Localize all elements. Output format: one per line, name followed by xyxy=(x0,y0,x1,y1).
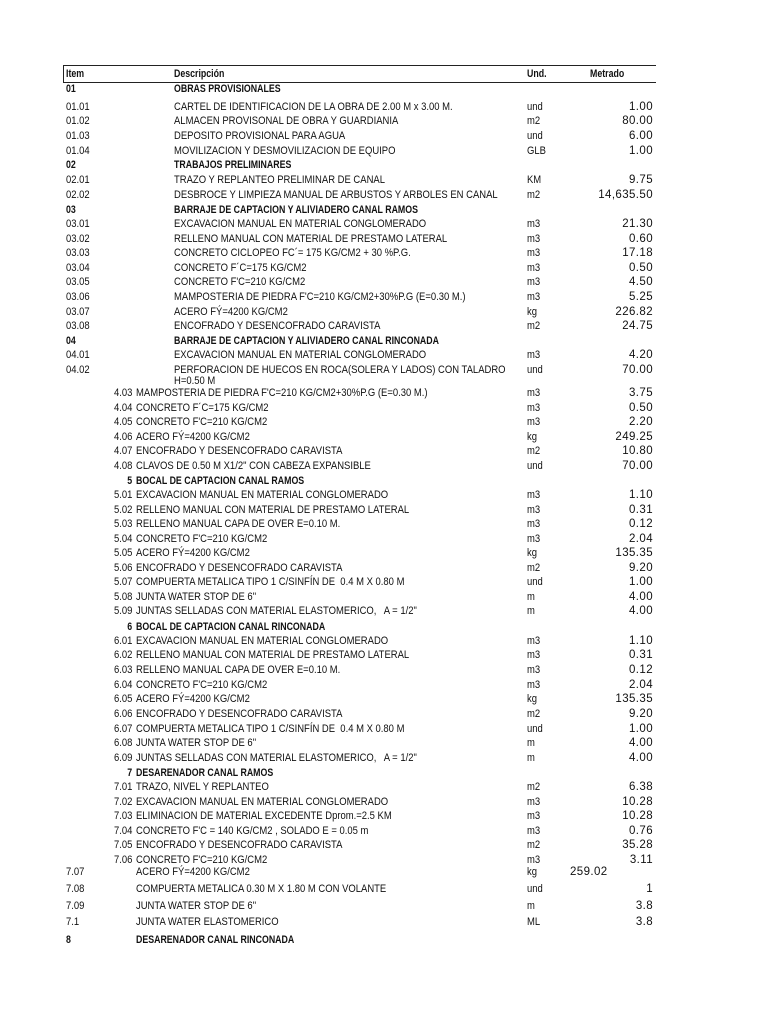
section-code: 02 xyxy=(66,159,76,171)
item-code: 03.01 xyxy=(66,218,90,230)
item-description: ELIMINACION DE MATERIAL EXCEDENTE Dprom.=2.5 KM xyxy=(136,810,392,822)
quantity: 3.11 xyxy=(629,854,653,866)
unit: m3 xyxy=(527,489,541,501)
item-description: COMPUERTA METALICA TIPO 1 C/SINFÍN DE 0.4 M X 0.80 M xyxy=(136,576,405,588)
quantity: 0.31 xyxy=(629,504,653,516)
table-row xyxy=(0,575,768,589)
table-row xyxy=(0,444,768,458)
column-header-quantity: Metrado xyxy=(590,68,625,80)
item-description: RELLENO MANUAL CAPA DE OVER E=0.10 M. xyxy=(136,518,341,530)
unit: m3 xyxy=(527,518,541,530)
quantity: 259.02 xyxy=(570,866,608,878)
table-row xyxy=(0,348,768,362)
section-code: 01 xyxy=(66,83,76,95)
item-description: JUNTA WATER STOP DE 6" xyxy=(136,591,257,603)
unit: m2 xyxy=(527,115,541,127)
item-code: 7.01 xyxy=(113,781,132,793)
unit: m3 xyxy=(527,291,541,303)
unit: m xyxy=(527,900,535,912)
quantity: 249.25 xyxy=(615,431,653,443)
unit: m2 xyxy=(527,189,541,201)
table-row xyxy=(0,129,768,143)
unit: m3 xyxy=(527,649,541,661)
section-header-row xyxy=(0,474,768,488)
item-code: 7.06 xyxy=(113,854,132,866)
item-code: 5.01 xyxy=(113,489,132,501)
section-header-row xyxy=(0,82,768,96)
item-description: JUNTA WATER STOP DE 6" xyxy=(136,900,257,912)
quantity: 226.82 xyxy=(615,306,653,318)
item-code: 6.02 xyxy=(113,649,132,661)
item-description: EXCAVACION MANUAL EN MATERIAL CONGLOMERADO xyxy=(174,218,427,230)
quantity: 2.04 xyxy=(629,533,653,545)
unit: m3 xyxy=(527,218,541,230)
unit: m3 xyxy=(527,810,541,822)
item-code: 6.09 xyxy=(113,752,132,764)
table-row xyxy=(0,915,768,929)
section-header-row xyxy=(0,203,768,217)
quantity: 1.10 xyxy=(629,489,653,501)
section-title: DESARENADOR CANAL RAMOS xyxy=(136,767,274,779)
unit: kg xyxy=(527,693,537,705)
table-row xyxy=(0,173,768,187)
item-code: 03.06 xyxy=(66,291,90,303)
table-row xyxy=(0,415,768,429)
item-code: 6.05 xyxy=(113,693,132,705)
table-row xyxy=(0,663,768,677)
table-row xyxy=(0,114,768,128)
quantity: 0.12 xyxy=(629,518,653,530)
item-code: 4.08 xyxy=(113,460,132,472)
table-row xyxy=(0,882,768,896)
unit: m3 xyxy=(527,247,541,259)
item-code: 4.03 xyxy=(113,387,132,399)
item-code: 04.02 xyxy=(66,364,90,376)
item-code: 7.05 xyxy=(113,839,132,851)
table-row xyxy=(0,795,768,809)
unit: m xyxy=(527,591,535,603)
item-description: ENCOFRADO Y DESENCOFRADO CARAVISTA xyxy=(136,708,343,720)
item-description: CONCRETO F'C=210 KG/CM2 xyxy=(136,416,268,428)
quantity: 70.00 xyxy=(622,460,653,472)
quantity: 0.76 xyxy=(629,825,653,837)
quantity: 21.30 xyxy=(622,218,653,230)
table-row xyxy=(0,865,768,879)
unit: m3 xyxy=(527,233,541,245)
unit: m3 xyxy=(527,533,541,545)
item-code: 5.03 xyxy=(113,518,132,530)
quantity: 14,635.50 xyxy=(598,189,653,201)
item-code: 01.02 xyxy=(66,115,90,127)
unit: m3 xyxy=(527,349,541,361)
unit: m3 xyxy=(527,262,541,274)
quantity: 4.20 xyxy=(629,349,653,361)
quantity: 3.8 xyxy=(635,916,653,928)
quantity: 0.12 xyxy=(629,664,653,676)
table-row xyxy=(0,546,768,560)
item-description: DESBROCE Y LIMPIEZA MANUAL DE ARBUSTOS Y ARBOLES EN CANAL xyxy=(174,189,498,201)
item-code: 4.07 xyxy=(113,445,132,457)
item-code: 7.09 xyxy=(66,900,85,912)
item-code: 03.07 xyxy=(66,306,90,318)
item-description: ENCOFRADO Y DESENCOFRADO CARAVISTA xyxy=(174,320,381,332)
item-code: 03.02 xyxy=(66,233,90,245)
quantity: 135.35 xyxy=(615,547,653,559)
item-description: DEPOSITO PROVISIONAL PARA AGUA xyxy=(174,130,346,142)
unit: KM xyxy=(527,174,542,186)
item-code: 7.04 xyxy=(113,825,132,837)
item-code: 02.01 xyxy=(66,174,90,186)
table-row xyxy=(0,751,768,765)
item-description: EXCAVACION MANUAL EN MATERIAL CONGLOMERADO xyxy=(136,796,389,808)
item-description: RELLENO MANUAL CON MATERIAL DE PRESTAMO LATERAL xyxy=(174,233,448,245)
quantity: 5.25 xyxy=(629,291,653,303)
section-title: TRABAJOS PRELIMINARES xyxy=(174,159,292,171)
quantity: 4.00 xyxy=(629,605,653,617)
quantity: 0.31 xyxy=(629,649,653,661)
section-title: BARRAJE DE CAPTACION Y ALIVIADERO CANAL RINCONADA xyxy=(174,335,439,347)
table-row xyxy=(0,692,768,706)
unit: m2 xyxy=(527,320,541,332)
unit: kg xyxy=(527,306,537,318)
section-code: 7 xyxy=(127,767,132,779)
unit: und xyxy=(527,576,543,588)
item-code: 4.05 xyxy=(113,416,132,428)
quantity: 1.00 xyxy=(629,101,653,113)
table-row xyxy=(0,561,768,575)
item-description: RELLENO MANUAL CON MATERIAL DE PRESTAMO LATERAL xyxy=(136,504,410,516)
column-header-description: Descripción xyxy=(174,68,225,80)
unit: und xyxy=(527,723,543,735)
section-header-row xyxy=(0,933,768,947)
item-code: 5.02 xyxy=(113,504,132,516)
item-code: 6.06 xyxy=(113,708,132,720)
table-row xyxy=(0,261,768,275)
unit: m3 xyxy=(527,679,541,691)
quantity: 4.00 xyxy=(629,737,653,749)
quantity: 10.28 xyxy=(622,810,653,822)
item-description: PERFORACION DE HUECOS EN ROCA(SOLERA Y LADOS) CON TALADRO H=0.50 M xyxy=(174,363,506,387)
item-description: TRAZO, NIVEL Y REPLANTEO xyxy=(136,781,269,793)
section-code: 6 xyxy=(127,621,132,633)
quantity: 9.20 xyxy=(629,708,653,720)
item-code: 7.02 xyxy=(113,796,132,808)
table-row xyxy=(0,678,768,692)
section-code: 03 xyxy=(66,204,76,216)
quantity: 4.00 xyxy=(629,752,653,764)
table-row xyxy=(0,532,768,546)
table-row xyxy=(0,517,768,531)
table-row xyxy=(0,305,768,319)
item-code: 6.08 xyxy=(113,737,132,749)
item-description: ENCOFRADO Y DESENCOFRADO CARAVISTA xyxy=(136,562,343,574)
unit: m3 xyxy=(527,416,541,428)
item-code: 5.07 xyxy=(113,576,132,588)
item-description: ACERO FÝ=4200 KG/CM2 xyxy=(136,547,250,559)
table-row xyxy=(0,363,768,387)
section-title: BOCAL DE CAPTACION CANAL RINCONADA xyxy=(136,621,326,633)
item-code: 6.07 xyxy=(113,723,132,735)
item-description: COMPUERTA METALICA TIPO 1 C/SINFÍN DE 0.4 M X 0.80 M xyxy=(136,723,405,735)
table-row xyxy=(0,217,768,231)
unit: m2 xyxy=(527,781,541,793)
table-row xyxy=(0,188,768,202)
section-code: 5 xyxy=(127,475,132,487)
unit: m xyxy=(527,605,535,617)
item-code: 6.04 xyxy=(113,679,132,691)
item-description: CLAVOS DE 0.50 M X1/2" CON CABEZA EXPANSIBLE xyxy=(136,460,371,472)
quantity: 1 xyxy=(646,883,653,895)
quantity: 4.50 xyxy=(629,276,653,288)
unit: m3 xyxy=(527,387,541,399)
item-description: CONCRETO F'C=210 KG/CM2 xyxy=(136,854,268,866)
item-code: 7.03 xyxy=(113,810,132,822)
quantity: 70.00 xyxy=(622,364,653,376)
unit: GLB xyxy=(527,145,546,157)
quantity: 1.00 xyxy=(629,145,653,157)
unit: und xyxy=(527,460,543,472)
item-code: 03.08 xyxy=(66,320,90,332)
item-description: RELLENO MANUAL CON MATERIAL DE PRESTAMO LATERAL xyxy=(136,649,410,661)
unit: m xyxy=(527,752,535,764)
item-code: 5.09 xyxy=(113,605,132,617)
column-header-unit: Und. xyxy=(527,68,547,80)
item-description: CARTEL DE IDENTIFICACION DE LA OBRA DE 2.00 M x 3.00 M. xyxy=(174,101,453,113)
item-description: CONCRETO F'C = 140 KG/CM2 , SOLADO E = 0.05 m xyxy=(136,825,369,837)
item-description: EXCAVACION MANUAL EN MATERIAL CONGLOMERADO xyxy=(174,349,427,361)
table-row xyxy=(0,232,768,246)
item-description: MAMPOSTERIA DE PIEDRA F'C=210 KG/CM2+30%P.G (E=0.30 M.) xyxy=(174,291,466,303)
quantity: 2.04 xyxy=(629,679,653,691)
item-code: 7.07 xyxy=(66,866,85,878)
item-code: 6.01 xyxy=(113,635,132,647)
unit: m3 xyxy=(527,825,541,837)
item-code: 4.06 xyxy=(113,431,132,443)
item-description: JUNTA WATER STOP DE 6" xyxy=(136,737,257,749)
unit: m3 xyxy=(527,504,541,516)
unit: m3 xyxy=(527,276,541,288)
unit: kg xyxy=(527,431,537,443)
item-description: JUNTA WATER ELASTOMERICO xyxy=(136,916,279,928)
table-row xyxy=(0,503,768,517)
column-header-item: Item xyxy=(66,68,85,80)
item-code: 4.04 xyxy=(113,402,132,414)
section-header-row xyxy=(0,766,768,780)
table-row xyxy=(0,290,768,304)
item-description: MOVILIZACION Y DESMOVILIZACION DE EQUIPO xyxy=(174,145,396,157)
unit: m3 xyxy=(527,402,541,414)
item-code: 03.05 xyxy=(66,276,90,288)
quantity: 4.00 xyxy=(629,591,653,603)
quantity: 1.00 xyxy=(629,576,653,588)
item-code: 03.03 xyxy=(66,247,90,259)
item-description: ACERO FÝ=4200 KG/CM2 xyxy=(136,693,250,705)
section-title: BARRAJE DE CAPTACION Y ALIVIADERO CANAL RAMOS xyxy=(174,204,418,216)
item-description: RELLENO MANUAL CAPA DE OVER E=0.10 M. xyxy=(136,664,341,676)
quantity: 1.00 xyxy=(629,723,653,735)
item-description: ALMACEN PROVISONAL DE OBRA Y GUARDIANIA xyxy=(174,115,399,127)
section-code: 04 xyxy=(66,335,76,347)
table-row xyxy=(0,386,768,400)
quantity: 6.00 xyxy=(629,130,653,142)
section-header-row xyxy=(0,158,768,172)
table-row xyxy=(0,634,768,648)
unit: m3 xyxy=(527,796,541,808)
item-description: JUNTAS SELLADAS CON MATERIAL ELASTOMERICO, A = 1/2" xyxy=(136,752,417,764)
table-row xyxy=(0,459,768,473)
quantity: 10.80 xyxy=(622,445,653,457)
quantity: 0.60 xyxy=(629,233,653,245)
item-description: ENCOFRADO Y DESENCOFRADO CARAVISTA xyxy=(136,445,343,457)
quantity: 9.75 xyxy=(629,174,653,186)
item-code: 03.04 xyxy=(66,262,90,274)
quantity: 24.75 xyxy=(622,320,653,332)
section-title: OBRAS PROVISIONALES xyxy=(174,83,281,95)
quantity: 1.10 xyxy=(629,635,653,647)
item-description: TRAZO Y REPLANTEO PRELIMINAR DE CANAL xyxy=(174,174,385,186)
table-row xyxy=(0,809,768,823)
unit: und xyxy=(527,364,543,376)
unit: m2 xyxy=(527,708,541,720)
table-row xyxy=(0,648,768,662)
unit: m xyxy=(527,737,535,749)
item-code: 04.01 xyxy=(66,349,90,361)
item-description: ENCOFRADO Y DESENCOFRADO CARAVISTA xyxy=(136,839,343,851)
table-row xyxy=(0,780,768,794)
table-row xyxy=(0,319,768,333)
item-description: ACERO FÝ=4200 KG/CM2 xyxy=(136,431,250,443)
item-description: EXCAVACION MANUAL EN MATERIAL CONGLOMERADO xyxy=(136,635,389,647)
unit: m2 xyxy=(527,562,541,574)
item-description: CONCRETO F´C=175 KG/CM2 xyxy=(136,402,269,414)
table-row xyxy=(0,100,768,114)
table-row xyxy=(0,899,768,913)
item-description: ACERO FÝ=4200 KG/CM2 xyxy=(174,306,288,318)
unit: m3 xyxy=(527,664,541,676)
item-code: 01.01 xyxy=(66,101,90,113)
quantity: 2.20 xyxy=(629,416,653,428)
item-code: 02.02 xyxy=(66,189,90,201)
item-code: 6.03 xyxy=(113,664,132,676)
item-code: 7.08 xyxy=(66,883,85,895)
quantity: 0.50 xyxy=(629,402,653,414)
item-description: JUNTAS SELLADAS CON MATERIAL ELASTOMERICO, A = 1/2" xyxy=(136,605,417,617)
section-header-row xyxy=(0,334,768,348)
quantity: 0.50 xyxy=(629,262,653,274)
quantity: 3.8 xyxy=(635,900,653,912)
section-code: 8 xyxy=(66,934,71,946)
table-row xyxy=(0,590,768,604)
item-code: 7.1 xyxy=(66,916,80,928)
item-code: 5.05 xyxy=(113,547,132,559)
item-description: CONCRETO CICLOPEO FC´= 175 KG/CM2 + 30 %P.G. xyxy=(174,247,411,259)
unit: m3 xyxy=(527,635,541,647)
section-title: DESARENADOR CANAL RINCONADA xyxy=(136,934,295,946)
item-description: ACERO FÝ=4200 KG/CM2 xyxy=(136,866,250,878)
table-row xyxy=(0,707,768,721)
quantity: 17.18 xyxy=(622,247,653,259)
unit: und xyxy=(527,130,543,142)
item-description: CONCRETO F'C=210 KG/CM2 xyxy=(136,679,268,691)
item-code: 5.04 xyxy=(113,533,132,545)
item-code: 5.08 xyxy=(113,591,132,603)
item-description: CONCRETO F´C=175 KG/CM2 xyxy=(174,262,307,274)
unit: m2 xyxy=(527,445,541,457)
unit: kg xyxy=(527,866,537,878)
quantity: 35.28 xyxy=(622,839,653,851)
quantity: 6.38 xyxy=(629,781,653,793)
table-row xyxy=(0,488,768,502)
item-description: CONCRETO F'C=210 KG/CM2 xyxy=(174,276,306,288)
unit: m2 xyxy=(527,839,541,851)
item-description: EXCAVACION MANUAL EN MATERIAL CONGLOMERADO xyxy=(136,489,389,501)
table-row xyxy=(0,722,768,736)
table-row xyxy=(0,604,768,618)
table-row xyxy=(0,824,768,838)
quantity: 135.35 xyxy=(615,693,653,705)
quantity: 80.00 xyxy=(622,115,653,127)
table-row xyxy=(0,246,768,260)
quantity: 3.75 xyxy=(629,387,653,399)
item-description: CONCRETO F'C=210 KG/CM2 xyxy=(136,533,268,545)
table-row xyxy=(0,275,768,289)
unit: kg xyxy=(527,547,537,559)
table-row xyxy=(0,144,768,158)
unit: und xyxy=(527,101,543,113)
section-title: BOCAL DE CAPTACION CANAL RAMOS xyxy=(136,475,305,487)
table-row xyxy=(0,401,768,415)
table-row xyxy=(0,430,768,444)
quantity: 10.28 xyxy=(622,796,653,808)
unit: ML xyxy=(527,916,541,928)
item-code: 5.06 xyxy=(113,562,132,574)
table-row xyxy=(0,736,768,750)
unit: und xyxy=(527,883,543,895)
table-header-row xyxy=(0,67,768,81)
section-header-row xyxy=(0,620,768,634)
quantity: 9.20 xyxy=(629,562,653,574)
item-code: 01.03 xyxy=(66,130,90,142)
unit: m3 xyxy=(527,854,541,866)
item-code: 01.04 xyxy=(66,145,90,157)
item-description: COMPUERTA METALICA 0.30 M X 1.80 M CON VOLANTE xyxy=(136,883,387,895)
item-description: MAMPOSTERIA DE PIEDRA F'C=210 KG/CM2+30%P.G (E=0.30 M.) xyxy=(136,387,428,399)
table-row xyxy=(0,838,768,852)
